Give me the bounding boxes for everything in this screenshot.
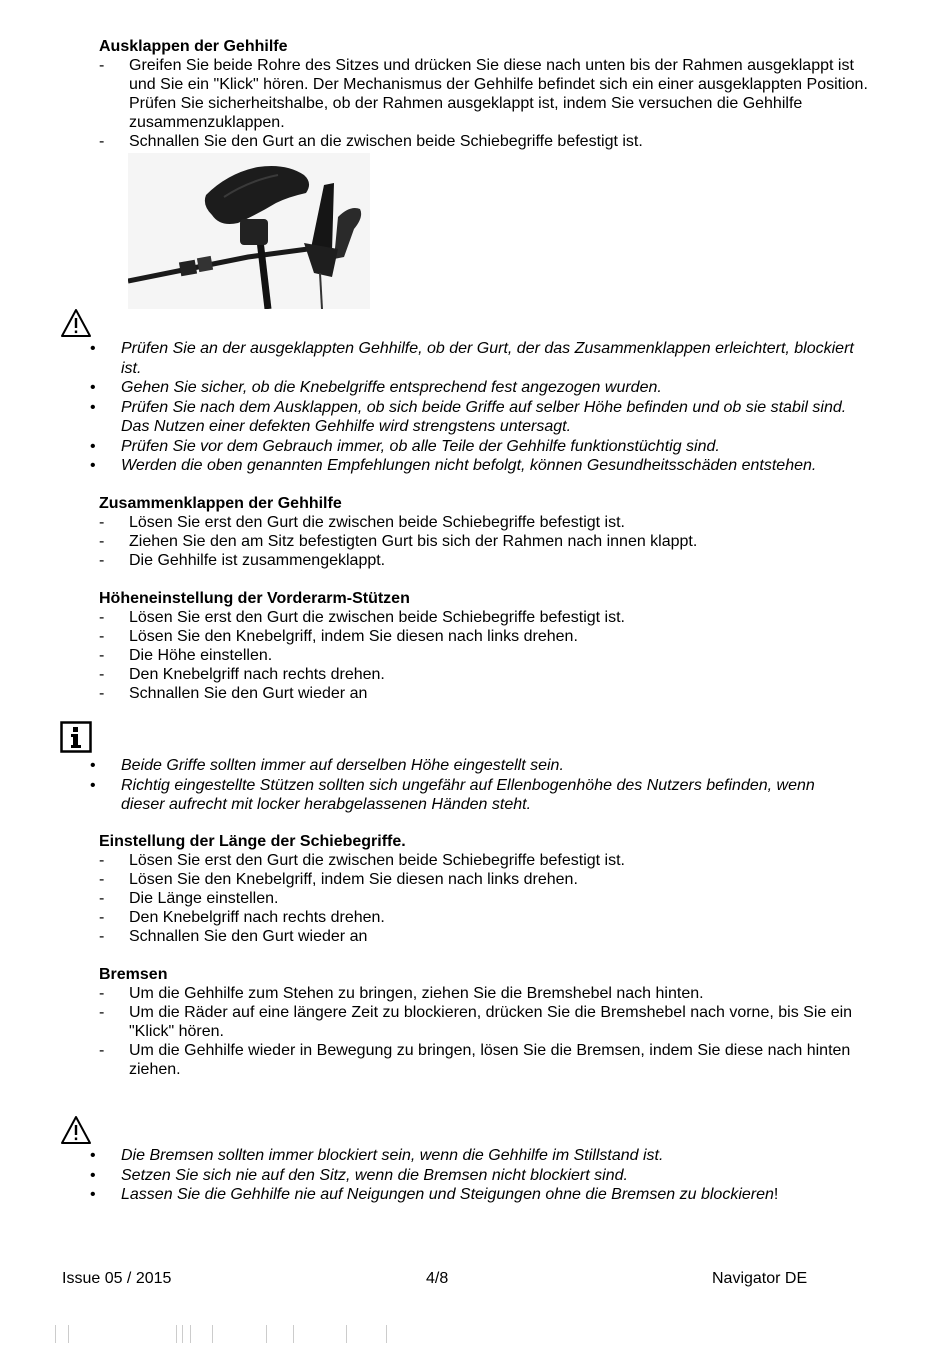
section-unfold: [99, 37, 869, 151]
footer-issue: Issue 05 / 2015: [62, 1270, 172, 1287]
list-item: • Werden die oben genannten Empfehlungen nicht befolgt, können Gesundheitsschäden entstehen.: [88, 456, 858, 476]
list-item: • Richtig eingestellte Stützen sollten sich ungefähr auf Ellenbogenhöhe des Nutzers befinden, wenn dieser aufrecht mit locker herabgelassenen Händen steht.: [88, 776, 858, 815]
list-item: • Prüfen Sie an der ausgeklappten Gehhilfe, ob der Gurt, der das Zusammenklappen erleichtert, blockiert ist.: [88, 339, 858, 378]
section-title: Einstellung der Länge der Schiebegriffe.: [99, 833, 406, 850]
info-icon: [60, 721, 92, 758]
section-title: Bremsen: [99, 966, 168, 983]
list-item: - Die Länge einstellen.: [99, 889, 869, 908]
section-height-adjustment: [99, 589, 869, 703]
list-item: [88, 1185, 858, 1205]
footer-product: Navigator DE: [712, 1270, 808, 1287]
list-item: - Ziehen Sie den am Sitz befestigten Gurt bis sich der Rahmen nach innen klappt.: [99, 532, 869, 551]
scan-marks: [0, 1325, 950, 1345]
section-title: Zusammenklappen der Gehhilfe: [99, 495, 342, 512]
warning-triangle-icon: [60, 308, 92, 343]
list-item: • Beide Griffe sollten immer auf derselben Höhe eingestellt sein.: [88, 756, 858, 776]
section-brakes: [99, 965, 869, 1079]
section-push-handle-length: [99, 832, 869, 946]
section-title: Ausklappen der Gehhilfe: [99, 38, 288, 55]
list-item: • Gehen Sie sicher, ob die Knebelgriffe entsprechend fest angezogen wurden.: [88, 378, 858, 398]
list-item: • Setzen Sie sich nie auf den Sitz, wenn die Bremsen nicht blockiert sind.: [88, 1166, 858, 1186]
list-item: - Um die Gehhilfe wieder in Bewegung zu bringen, lösen Sie die Bremsen, indem Sie diese nach hinten ziehen.: [99, 1041, 869, 1079]
list-item: - Die Gehhilfe ist zusammengeklappt.: [99, 551, 869, 570]
list-item: - Schnallen Sie den Gurt wieder an: [99, 927, 869, 946]
section-fold: [99, 494, 869, 570]
list-item-suffix: !: [773, 1186, 779, 1203]
list-item: - Schnallen Sie den Gurt wieder an: [99, 684, 869, 703]
list-item: • Die Bremsen sollten immer blockiert sein, wenn die Gehhilfe im Stillstand ist.: [88, 1146, 858, 1166]
footer-page-number: 4/8: [426, 1270, 449, 1287]
list-item: - Um die Räder auf eine längere Zeit zu blockieren, drücken Sie die Bremshebel nach vorne, bis Sie ein "Klick" hören.: [99, 1003, 869, 1041]
list-item: - Lösen Sie den Knebelgriff, indem Sie diesen nach links drehen.: [99, 870, 869, 889]
list-item: - Schnallen Sie den Gurt an die zwischen beide Schiebegriffe befestigt ist.: [99, 132, 869, 151]
product-photo: [128, 153, 370, 309]
list-item: • Prüfen Sie vor dem Gebrauch immer, ob alle Teile der Gehhilfe funktionstüchtig sind.: [88, 437, 858, 457]
list-item: - Greifen Sie beide Rohre des Sitzes und drücken Sie diese nach unten bis der Rahmen ausgeklappt ist und Sie ein "Klick" hören. Der Mechanismus der Gehhilfe befindet sich ein einer ausgeklappten Position. Prüfen Sie sicherheitshalbe, ob der Rahmen ausgeklappt ist, indem Sie versuchen die Gehhilfe zusammenzuklappen.: [99, 56, 869, 132]
warning-triangle-icon: [60, 1115, 92, 1150]
list-item: - Lösen Sie den Knebelgriff, indem Sie diesen nach links drehen.: [99, 627, 869, 646]
list-item: - Lösen Sie erst den Gurt die zwischen beide Schiebegriffe befestigt ist.: [99, 608, 869, 627]
list-item: - Lösen Sie erst den Gurt die zwischen beide Schiebegriffe befestigt ist.: [99, 851, 869, 870]
list-item: - Den Knebelgriff nach rechts drehen.: [99, 908, 869, 927]
info-list: [88, 756, 858, 815]
list-item: - Um die Gehhilfe zum Stehen zu bringen, ziehen Sie die Bremshebel nach hinten.: [99, 984, 869, 1003]
list-item: - Den Knebelgriff nach rechts drehen.: [99, 665, 869, 684]
list-item: - Lösen Sie erst den Gurt die zwischen beide Schiebegriffe befestigt ist.: [99, 513, 869, 532]
list-item: - Die Höhe einstellen.: [99, 646, 869, 665]
warning-list: [88, 1146, 858, 1205]
section-title: Höheneinstellung der Vorderarm-Stützen: [99, 590, 410, 607]
list-item: • Prüfen Sie nach dem Ausklappen, ob sich beide Griffe auf selber Höhe befinden und ob sie stabil sind. Das Nutzen einer defekten Gehhilfe wird strengstens untersagt.: [88, 398, 858, 437]
list-item-text: Lassen Sie die Gehhilfe nie auf Neigungen und Steigungen ohne die Bremsen zu blockieren: [121, 1186, 774, 1203]
warning-list: [88, 339, 858, 476]
